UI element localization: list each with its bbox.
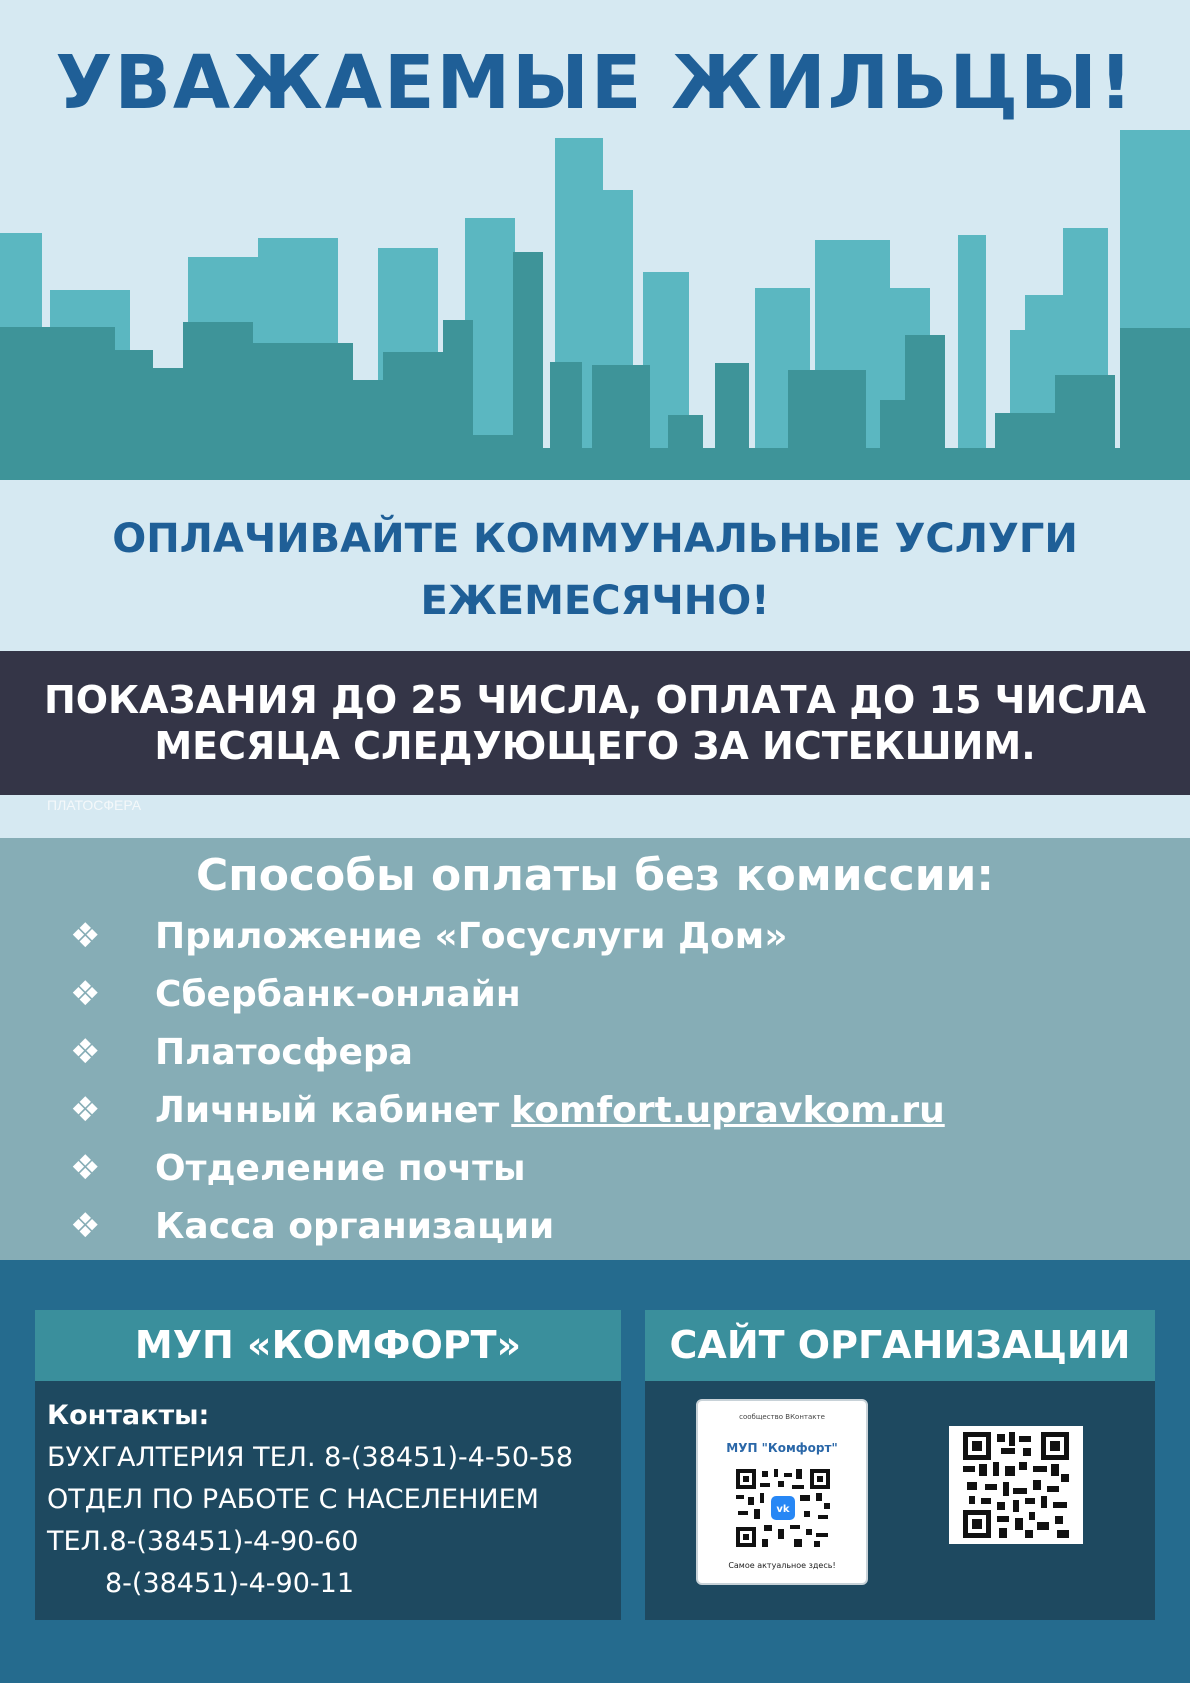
list-item [0,1090,1190,1148]
vk-caption: Самое актуальное здесь! [728,1561,836,1570]
method-label: Сбербанк-онлайн [155,974,521,1015]
deadline-line-1: ПОКАЗАНИЯ ДО 25 ЧИСЛА, ОПЛАТА ДО 15 ЧИСЛА [43,678,1147,722]
organization-card [35,1310,621,1620]
pay-monthly-heading [0,508,1190,632]
pay-monthly-line-1: ОПЛАЧИВАЙТЕ КОММУНАЛЬНЫЕ УСЛУГИ [112,516,1078,562]
site-qr-code[interactable] [949,1426,1083,1544]
method-label: Личный кабинет [155,1090,500,1131]
deadline-line-2: МЕСЯЦА СЛЕДУЮЩЕГО ЗА ИСТЕКШИМ. [154,724,1036,768]
diamond-bullet-icon: ❖ [70,1206,101,1246]
svg-text:vk: vk [776,1504,790,1515]
organization-name: МУП «КОМФОРТ» [35,1310,621,1381]
vk-qr-card[interactable] [696,1399,868,1585]
list-item [0,974,1190,1032]
method-label: Касса организации [155,1206,555,1247]
list-item [0,1206,1190,1264]
list-item [0,1148,1190,1206]
contact-line: ТЕЛ.8-(38451)-4-90-60 [47,1526,359,1557]
diamond-bullet-icon: ❖ [70,1148,101,1188]
vk-community-name: МУП "Комфорт" [726,1441,838,1455]
method-label: Платосфера [155,1032,413,1073]
diamond-bullet-icon: ❖ [70,974,101,1014]
contacts-section [0,1260,1190,1683]
page-title: УВАЖАЕМЫЕ ЖИЛЬЦЫ! [55,40,1135,126]
personal-account-link[interactable]: komfort.upravkom.ru [511,1090,945,1131]
vk-qr-code-icon [734,1467,832,1549]
pay-monthly-line-2: ЕЖЕМЕСЯЧНО! [420,578,770,624]
watermark-text: ПЛАТОСФЕРА [47,797,142,813]
site-card [645,1310,1155,1620]
payment-methods-section [0,838,1190,1260]
list-item [0,1032,1190,1090]
contact-line: 8-(38451)-4-90-11 [105,1568,354,1599]
payment-methods-list [0,916,1190,1264]
payment-methods-title: Способы оплаты без комиссии: [196,850,994,901]
method-label: Приложение «Госуслуги Дом» [155,916,788,957]
method-label-with-link [155,1090,945,1131]
contacts-label: Контакты: [47,1400,210,1431]
diamond-bullet-icon: ❖ [70,1032,101,1072]
city-skyline-illustration [0,130,1190,480]
contacts-block [35,1381,621,1605]
diamond-bullet-icon: ❖ [70,916,101,956]
vk-community-label: сообщество ВКонтакте [739,1413,825,1421]
contact-line: БУХГАЛТЕРИЯ ТЕЛ. 8-(38451)-4-50-58 [47,1442,574,1473]
site-title: САЙТ ОРГАНИЗАЦИИ [645,1310,1155,1381]
qr-code-icon [963,1432,1069,1538]
diamond-bullet-icon: ❖ [70,1090,101,1130]
method-label: Отделение почты [155,1148,526,1189]
deadline-banner [0,651,1190,795]
list-item [0,916,1190,974]
contact-line: ОТДЕЛ ПО РАБОТЕ С НАСЕЛЕНИЕМ [47,1484,539,1515]
